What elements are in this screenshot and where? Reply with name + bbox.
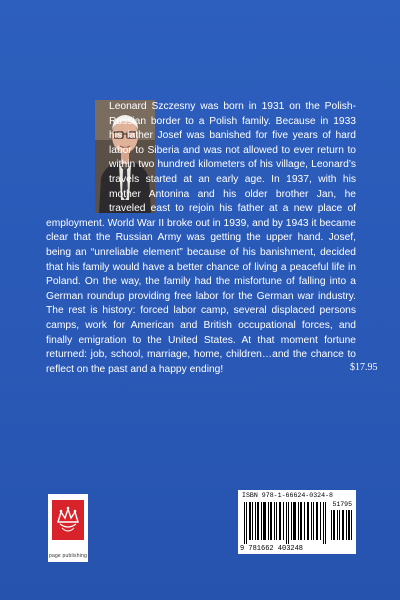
crown-icon (52, 500, 84, 540)
barcode-digits: 9 781662 403248 (240, 545, 304, 553)
author-bio: Leonard Szczesny was born in 1931 on the Polish-Russian border to a Polish family. Because in 1933 his father Josef was banished for five years of hard labor to Siberia and was not allowed to ever return to within two hundred kilometers of his village, Leonard’s travels started at an early age. In 1937, with his mother Antonina and his older brother Jan, he traveled east to rejoin his father at a new place of employment. World War II broke out in 1939, and by 1943 it became clear that the Russian Army was getting the upper hand. Josef, being an “unreliable element” because of his banishment, decided that his family would have a better chance of living a peaceful life in Poland. On the way, the family had the misfortune of falling into a German roundup providing free labor for the German war industry. The rest is history: forced labor camp, several displaced persons camps, work for American and British occupational forces, and finally emigration to the United States. At that moment fortune returned: job, school, marriage, home, children…and the chance to reflect on the past and a happy ending! (46, 101, 356, 375)
isbn-text: ISBN 978-1-66624-0324-8 (242, 492, 334, 499)
price: $17.95 (350, 362, 378, 373)
barcode-bars (242, 502, 354, 546)
publisher-name: page publishing (48, 553, 88, 559)
publisher-logo (48, 494, 88, 562)
isbn-barcode (238, 490, 356, 554)
barcode-addon: 51795 (332, 501, 352, 508)
